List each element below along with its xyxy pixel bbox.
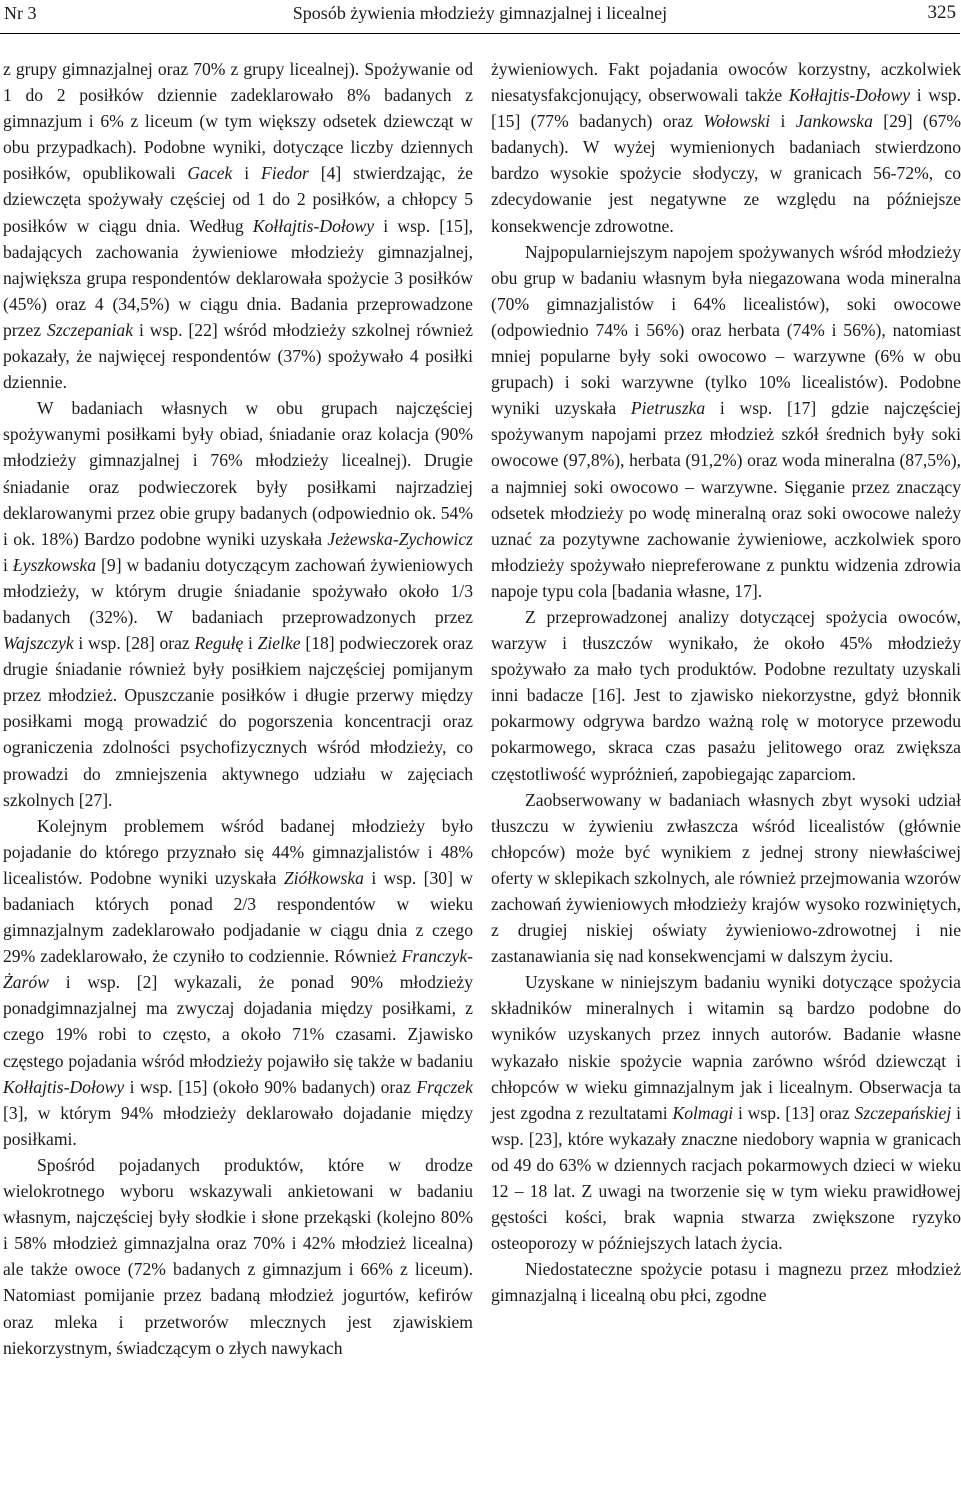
right-column-paragraph: Uzyskane w niniejszym badaniu wyniki dotyczące spożycia składników mineralnych i witamin są bardzo podobne do wyników uzyskanych przez innych autorów. Badanie własne wykazało niskie spożycie wapnia zarówno wśród dziewcząt i chłopców w wieku gimnazjalnym jak i licealnym. Obserwacja ta jest zgodna z rezultatami Kolmagi i wsp. [13] oraz Szczepańskiej i wsp. [23], które wykazały znaczne niedobory wapnia w granicach od 49 do 63% w dziennych racjach pokarmowych dzieci w wieku 12 – 18 lat. Z uwagi na tworzenie się w tym wieku prawidłowej gęstości kości, brak wapnia stwarza zwiększone ryzyko osteoporozy w późniejszych latach życia. [491,972,961,1254]
left-column-paragraph: Kolejnym problemem wśród badanej młodzieży było pojadanie do którego przyznało się 44% gimnazjalistów i 48% licealistów. Podobne wyniki uzyskała Ziółkowska i wsp. [30] w badaniach których ponad 2/3 respondentów w wieku gimnazjalnym zadeklarowało podjadanie w ciągu dnia z czego 29% zadeklarowało, że czyniło to codziennie. Również Franczyk-Żarów i wsp. [2] wykazali, że ponad 90% młodzieży ponadgimnazjalnej ma zwyczaj dojadania między posiłkami, z czego 19% robi to często, a około 71% czasami. Zjawisko częstego pojadania wśród młodzieży pojawiło się także w badaniu Kołłajtis-Dołowy i wsp. [15] (około 90% badanych) oraz Frączek [3], w którym 94% młodzieży deklarowało dojadanie między posiłkami. [3,815,473,1149]
running-title: Sposób żywienia młodzieży gimnazjalnej i licealnej [292,3,668,23]
right-column-paragraph: Niedostateczne spożycie potasu i magnezu przez młodzież gimnazjalną i licealną obu płci, zgodne [491,1259,961,1306]
left-column-paragraph: Spośród pojadanych produktów, które w drodze wielokrotnego wyboru wskazywali ankietowani w badaniu własnym, najczęściej były słodkie i słone przekąski (kolejno 80% i 58% młodzież gimnazjalna oraz 70% i 42% młodzież licealna) ale także owoce (72% badanych z gimnazjum i 66% z liceum). Natomiast pomijanie przez badaną młodzież jogurtów, kefirów oraz mleka i przetworów mlecznych jest zjawiskiem niekorzystnym, świadczącym o złych nawykach [3,1154,473,1358]
right-column [491,56,961,1309]
page-number: 325 [927,2,956,23]
right-column-paragraph: żywieniowych. Fakt pojadania owoców korzystny, aczkolwiek niesatysfakcjonujący, obserwowali także Kołłajtis-Dołowy i wsp. [15] (77% badanych) oraz Wołowski i Jankowska [29] (67% badanych). W wyżej wymienionych badaniach stwierdzono bardzo wysokie spożycie słodyczy, w granicach 56-72%, co zdecydowanie jest negatywne ze względu na późniejsze konsekwencje zdrowotne. [491,59,961,236]
issue-number: Nr 3 [4,3,37,23]
left-column [3,56,473,1361]
left-column-paragraph: z grupy gimnazjalnej oraz 70% z grupy licealnej). Spożywanie od 1 do 2 posiłków dziennie zadeklarowało 8% badanych z gimnazjum i 6% z liceum (w tym większy odsetek dziewcząt w obu przypadkach). Podobne wyniki, dotyczące liczby dziennych posiłków, opublikowali Gacek i Fiedor [4] stwierdzając, że dziewczęta spożywały częściej od 1 do 2 posiłków, a chłopcy 5 posiłków w ciągu dnia. Według Kołłajtis-Dołowy i wsp. [15], badających zachowania żywieniowe młodzieży gimnazjalnej, największa grupa respondentów deklarowała spożycie 3 posiłków (45%) oraz 4 (34,5%) w ciągu dnia. Badania przeprowadzone przez Szczepaniak i wsp. [22] wśród młodzieży szkolnej również pokazały, że najwięcej respondentów (37%) spożywało 4 posiłki dziennie. [3,59,473,393]
right-column-paragraph: Najpopularniejszym napojem spożywanych wśród młodzieży obu grup w badaniu własnym była niegazowana woda mineralna (70% gimnazjalistów i 64% licealistów), soki owocowe (odpowiednio 74% i 56%) oraz herbata (74% i 56%), natomiast mniej popularne były soki owocowo – warzywne (6% w obu grupach) i soki warzywne (tylko 10% licealistów). Podobne wyniki uzyskała Pietruszka i wsp. [17] gdzie najczęściej spożywanym napojami przez młodzież szkół średnich były soki owocowe (97,8%), herbata (91,2%) oraz woda mineralna (87,5%), a najmniej soki owocowo – warzywne. Sięganie przez znaczący odsetek młodzieży po wodę mineralną oraz soki owocowe należy uznać za pozytywne zachowanie żywieniowe, aczkolwiek sporo młodzieży spożywało niepreferowane z punktu widzenia zdrowia napoje typu cola [badania własne, 17]. [491,241,961,601]
running-header [0,0,960,34]
left-column-paragraph: W badaniach własnych w obu grupach najczęściej spożywanymi posiłkami były obiad, śniadanie oraz kolacja (90% młodzieży gimnazjalnej i 76% młodzieży licealnej). Drugie śniadanie oraz podwieczorek były posiłkami najrzadziej deklarowanymi przez obie grupy badanych (odpowiednio ok. 54% i ok. 18%) Bardzo podobne wyniki uzyskała Jeżewska-Zychowicz i Łyszkowska [9] w badaniu dotyczącym zachowań żywieniowych młodzieży, w którym drugie śniadanie spożywało około 1/3 badanych (32%). W badaniach przeprowadzonych przez Wajszczyk i wsp. [28] oraz Regułę i Zielke [18] podwieczorek oraz drugie śniadanie również były posiłkiem najczęściej pomijanym przez młodzież. Opuszczanie posiłków i długie przerwy między posiłkami mogą prowadzić do pogorszenia koncentracji oraz ograniczenia zdolności psychofizycznych wśród młodzieży, co prowadzi do zmniejszenia aktywnego udziału w zajęciach szkolnych [27]. [3,398,473,810]
right-column-paragraph: Z przeprowadzonej analizy dotyczącej spożycia owoców, warzyw i tłuszczów wynikało, że około 45% młodzieży spożywało za mało tych produktów. Podobne rezultaty uzyskali inni badacze [16]. Jest to zjawisko niekorzystne, gdyż błonnik pokarmowy odgrywa bardzo ważną rolę w motoryce przewodu pokarmowego, skraca czas pasażu jelitowego oraz zwiększa częstotliwość wypróżnień, zapobiegając zaparciom. [491,606,961,784]
right-column-paragraph: Zaobserwowany w badaniach własnych zbyt wysoki udział tłuszczu w żywieniu zwłaszcza wśród licealistów (głównie chłopców) może być wynikiem z jednej strony niewłaściwej oferty w sklepikach szkolnych, ale również przejmowania wzorów zachowań żywieniowych młodzieży krajów wysoko rozwiniętych, z drugiej niskiej oświaty żywieniowo-zdrowotnej i nie zastanawiania się nad konsekwencjami w dalszym życiu. [491,789,961,967]
